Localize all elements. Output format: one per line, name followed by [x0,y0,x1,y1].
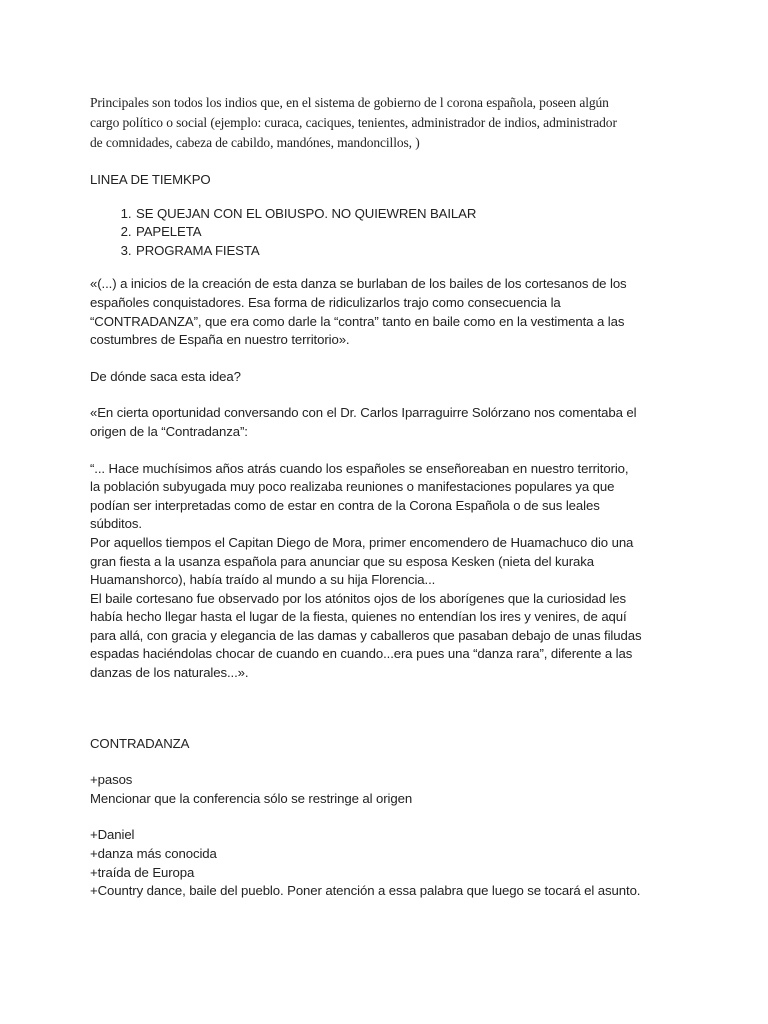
text-line: Huamanshorco), había traído al mundo a su hija Florencia... [90,572,436,588]
text-line: para allá, con gracia y elegancia de las damas y caballeros que pasaban debajo de unas filudas [90,627,642,643]
text-line: la población subyugada muy poco realizaba reuniones o manifestaciones populares ya que [90,479,615,495]
text-line: Por aquellos tiempos el Capitan Diego de Mora, primer encomendero de Huamachuco dio una [90,534,634,550]
text-line: Principales son todos los indios que, en el sistema de gobierno de l corona española, poseen algún [90,95,609,110]
text-line: El baile cortesano fue observado por los atónitos ojos de los aborígenes que la curiosidad les [90,590,627,606]
quote-intro-paragraph [90,404,690,441]
quote-body-paragraph [90,460,690,683]
list-item: 1. SE QUEJAN CON EL OBIUSPO. NO QUIEWREN BAILAR [135,205,690,224]
text-line: espadas haciéndolas chocar de cuando en cuando...era pues una “danza rara”, diferente a las [90,646,633,662]
text-line: +Daniel [90,827,135,843]
list-item: 2. PAPELETA [135,223,690,242]
document-content [90,93,690,901]
text-line: Mencionar que la conferencia sólo se restringe al origen [90,790,413,806]
text-line: gran fiesta a la usanza española para anunciar que su esposa Kesken (nieta del kuraka [90,553,594,569]
text-line: +Country dance, baile del pueblo. Poner atención a essa palabra que luego se tocará el asunto. [90,883,641,899]
text-line: había hecho llegar hasta el lugar de la fiesta, quienes no entendían los ires y venires, de aquí [90,609,627,625]
text-line: +danza más conocida [90,846,217,862]
text-line: españoles conquistadores. Esa forma de ridiculizarlos trajo como consecuencia la [90,294,561,310]
quote-paragraph-1 [90,275,690,349]
text-line: costumbres de España en nuestro territorio». [90,332,350,348]
text-line: danzas de los naturales...». [90,665,249,681]
text-line: súbditos. [90,516,142,532]
text-line: «En cierta oportunidad conversando con el Dr. Carlos Iparraguirre Solórzano nos comentaba el [90,405,637,421]
text-line: podían ser interpretadas como de estar en contra de la Corona Española o de sus leales [90,497,600,513]
text-line: “CONTRADANZA”, que era como darle la “contra” tanto en baile como en la vestimenta a las [90,313,625,329]
text-line: +traída de Europa [90,864,195,880]
timeline-heading: LINEA DE TIEMKPO [90,172,211,187]
timeline-list [90,205,690,261]
contradanza-heading: CONTRADANZA [90,735,190,751]
list-item: 3. PROGRAMA FIESTA [135,242,690,261]
text-line: +pasos [90,772,133,788]
text-line: «(...) a inicios de la creación de esta danza se burlaban de los bailes de los cortesanos de los [90,276,627,292]
question-text: De dónde saca esta idea? [90,368,241,384]
notes-block-2 [90,826,690,900]
text-line: de comnidades, cabeza de cabildo, mandónes, mandoncillos, ) [90,135,420,150]
text-line: cargo político o social (ejemplo: curaca, caciques, tenientes, administrador de indios, administrador [90,115,617,130]
intro-paragraph [90,93,690,153]
text-line: “... Hace muchísimos años atrás cuando los españoles se enseñoreaban en nuestro territorio, [90,460,629,476]
notes-block-1 [90,771,690,808]
text-line: origen de la “Contradanza”: [90,423,248,439]
